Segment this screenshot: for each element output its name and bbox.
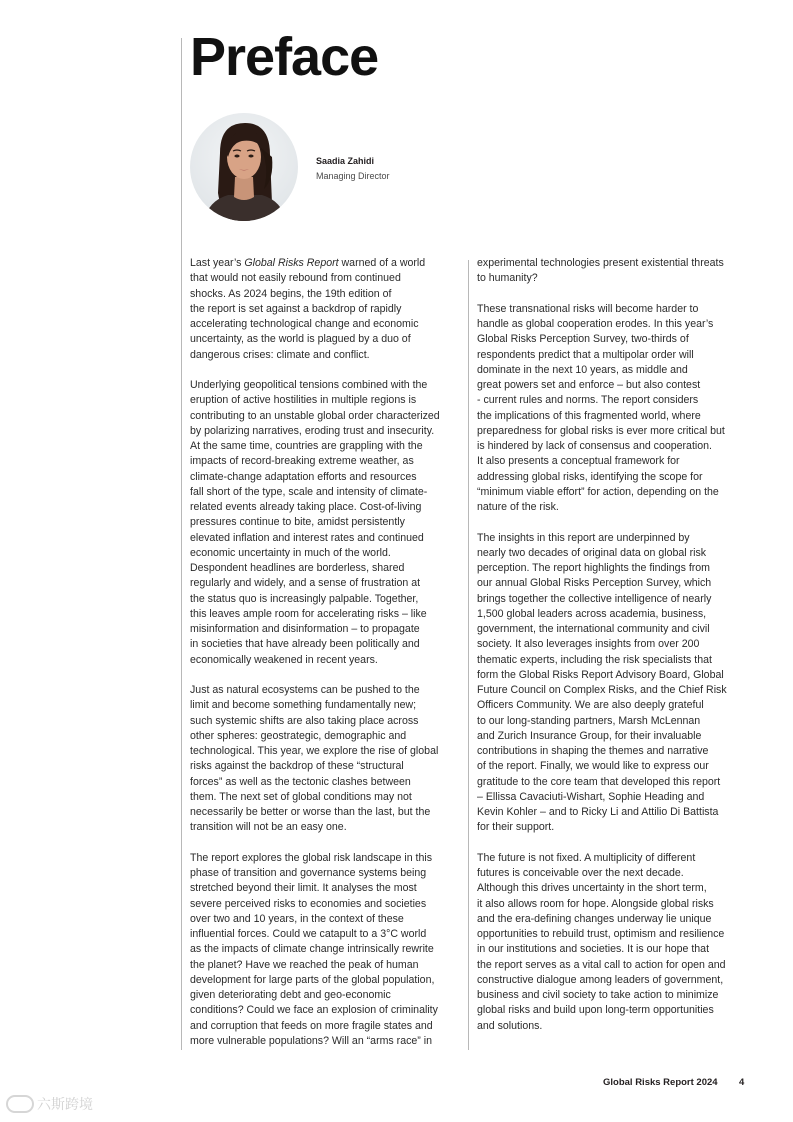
text-line: dangerous crises: climate and conflict.: [190, 348, 370, 361]
text-line: the report serves as a vital call to action for open and: [477, 958, 726, 971]
text-line: gratitude to the core team that developed this report: [477, 775, 721, 788]
text-line: in societies that have already been politically and: [190, 638, 420, 651]
left-column: [190, 256, 462, 1064]
text-line: global risks and build upon long-term opportunities: [477, 1004, 714, 1017]
text-line: the report is set against a backdrop of rapidly: [190, 302, 402, 315]
text-line: preparedness for global risks is ever more critical but: [477, 424, 725, 437]
watermark: [6, 1094, 93, 1114]
text-line: by polarizing narratives, eroding trust and insecurity.: [190, 424, 435, 437]
text-line: forces” as well as the tectonic clashes between: [190, 775, 411, 788]
text-line: in our institutions and societies. It is our hope that: [477, 943, 710, 956]
text-line: nearly two decades of original data on global risk: [477, 546, 707, 559]
text-line: shocks. As 2024 begins, the 19th edition of: [190, 287, 392, 300]
text-line: the implications of this fragmented world, where: [477, 409, 701, 422]
author-role: Managing Director: [316, 171, 390, 181]
text-line: them. The next set of global conditions may not: [190, 790, 412, 803]
text-line: Future Council on Complex Risks, and the Chief Risk: [477, 684, 727, 696]
right-paragraph-1: [477, 256, 747, 287]
text-line: Underlying geopolitical tensions combined with the: [190, 379, 428, 391]
text-line: misinformation and disinformation – to propagate: [190, 623, 420, 635]
text-line: society. It also leverages insights from over 200: [477, 638, 700, 651]
text-line: and corruption that feeds on more fragile states and: [190, 1019, 433, 1032]
portrait-photo-icon: [190, 113, 298, 221]
text-line: over two and 10 years, in the context of these: [190, 912, 404, 925]
right-paragraph-2: [477, 302, 747, 516]
text-line: business and civil society to take action to minimize: [477, 989, 719, 1001]
text-line: given deteriorating debt and geo-economic: [190, 989, 391, 1001]
text-line: “minimum viable effort” for action, depending on the: [477, 485, 719, 498]
text-line: The insights in this report are underpinned by: [477, 531, 690, 544]
text-line: the planet? Have we reached the peak of human: [190, 958, 419, 971]
text-line: of the report. Finally, we would like to express our: [477, 760, 709, 773]
column-divider-rule: [468, 260, 469, 1050]
text-line: the status quo is increasingly palpable. Together,: [190, 592, 419, 605]
text-line: The future is not fixed. A multiplicity of different: [477, 851, 696, 864]
text-line: technological. This year, we explore the rise of global: [190, 745, 439, 757]
text-line: Despondent headlines are borderless, shared: [190, 562, 405, 574]
text-line: eruption of active hostilities in multiple regions is: [190, 394, 417, 407]
text-line: related events already taking place. Cost-of-living: [190, 501, 422, 513]
text-line: addressing global risks, identifying the scope for: [477, 470, 703, 483]
report-title-italic: Global Risks Report: [244, 257, 339, 269]
text-line: influential forces. Could we catapult to a 3°C world: [190, 928, 427, 940]
text-line: necessarily be better or worse than the last, but the: [190, 806, 431, 818]
text-line: It also presents a conceptual framework for: [477, 455, 680, 468]
text-line: and solutions.: [477, 1019, 543, 1032]
text-line: stretched beyond their limit. It analyses the most: [190, 882, 417, 895]
text-line: elevated inflation and interest rates and continued: [190, 531, 424, 544]
text-line: – Ellissa Cavaciuti-Wishart, Sophie Heading and: [477, 790, 705, 803]
author-portrait: [190, 113, 298, 221]
text-line: constructive dialogue among leaders of government,: [477, 973, 724, 986]
text-line: risks against the backdrop of these “structural: [190, 760, 404, 773]
page-title: Preface: [190, 27, 379, 87]
text-line: transition will not be an easy one.: [190, 821, 347, 834]
text-line: pressures continue to bite, amidst persistently: [190, 516, 405, 529]
text-line: Global Risks Perception Survey, two-thirds of: [477, 333, 689, 346]
text-line: Although this drives uncertainty in the short term,: [477, 882, 707, 895]
text-line: The report explores the global risk landscape in this: [190, 851, 433, 864]
text-line: At the same time, countries are grappling with the: [190, 440, 423, 452]
watermark-logo-icon: [6, 1095, 34, 1113]
text-line: accelerating technological change and economic: [190, 318, 419, 330]
text-line: more vulnerable populations? Will an “arms race” in: [190, 1034, 432, 1047]
text-line: that would not easily rebound from continued: [190, 272, 401, 285]
text-line: limit and become something fundamentally new;: [190, 699, 417, 712]
text-line: contributing to an unstable global order characterized: [190, 409, 440, 422]
text-line: such systemic shifts are also taking place across: [190, 714, 419, 727]
text-line: as the impacts of climate change intrinsically rewrite: [190, 943, 434, 956]
right-paragraph-4: [477, 851, 747, 1034]
text-line: climate-change adaptation efforts and resources: [190, 470, 417, 483]
left-paragraph-4: [190, 851, 462, 1049]
text-line: These transnational risks will become harder to: [477, 302, 699, 315]
text-line: handle as global cooperation erodes. In this year’s: [477, 318, 714, 330]
author-name: Saadia Zahidi: [316, 156, 375, 166]
right-column: [477, 256, 747, 1049]
text-line: dominate in the next 10 years, as middle and: [477, 363, 688, 376]
text-line: perception. The report highlights the findings from: [477, 562, 711, 574]
left-margin-rule: [181, 38, 182, 1050]
text-line: uncertainty, as the world is plagued by a duo of: [190, 333, 411, 346]
text-line: conditions? Could we face an explosion of criminality: [190, 1004, 438, 1017]
footer-report-title: Global Risks Report 2024: [603, 1077, 718, 1088]
text-line: futures is conceivable over the next decade.: [477, 867, 684, 879]
text-line: government, the international community and civil: [477, 623, 710, 635]
text-line: to humanity?: [477, 272, 538, 285]
text-line: brings together the collective intelligence of nearly: [477, 592, 712, 605]
left-paragraph-2: [190, 378, 462, 668]
text-line: contributions in shaping the themes and narrative: [477, 745, 709, 757]
text-line: to our long-standing partners, Marsh McLennan: [477, 714, 701, 727]
text-line: form the Global Risks Report Advisory Board, Global: [477, 668, 724, 681]
text-line: Officers Community. We are also deeply grateful: [477, 699, 704, 712]
text-line: this leaves ample room for accelerating risks – like: [190, 607, 427, 620]
text-line: is hindered by lack of consensus and cooperation.: [477, 440, 712, 452]
text-line: and Zurich Insurance Group, for their invaluable: [477, 729, 702, 742]
text-line: economic uncertainty in much of the world.: [190, 546, 391, 559]
text-line: other spheres: geostrategic, demographic and: [190, 729, 407, 742]
text-line: Kevin Kohler – and to Ricky Li and Attilio Di Battista: [477, 806, 719, 818]
text-line: thematic experts, including the risk specialists that: [477, 653, 712, 666]
right-paragraph-3: [477, 531, 747, 836]
text-line: development for large parts of the global population,: [190, 973, 435, 986]
text-line: fall short of the type, scale and intensity of climate-: [190, 485, 428, 498]
text-line: it also allows room for hope. Alongside global risks: [477, 897, 714, 910]
text-line: regularly and widely, and a sense of frustration at: [190, 577, 421, 590]
text-line: severe perceived risks to economies and societies: [190, 897, 427, 910]
text-line: phase of transition and governance systems being: [190, 867, 427, 879]
left-paragraph-3: [190, 683, 462, 836]
text-line: - current rules and norms. The report considers: [477, 394, 699, 407]
text-line: for their support.: [477, 821, 555, 834]
text-line: economically weakened in recent years.: [190, 653, 378, 666]
page-number: 4: [739, 1077, 745, 1088]
text-line: impacts of record-breaking extreme weather, as: [190, 455, 414, 468]
text-line: nature of the risk.: [477, 501, 559, 513]
text-line: Last year’s Global Risks Report warned of a world: [190, 257, 426, 269]
text-line: our annual Global Risks Perception Survey, which: [477, 577, 712, 590]
text-line: opportunities to rebuild trust, optimism and resilience: [477, 928, 725, 940]
left-paragraph-1: [190, 256, 462, 363]
text-line: respondents predict that a multipolar order will: [477, 348, 694, 361]
text-line: experimental technologies present existential threats: [477, 257, 724, 269]
text-line: and the era-defining changes underway lie unique: [477, 912, 712, 925]
text-line: great powers set and enforce – but also contest: [477, 379, 701, 391]
text-line: 1,500 global leaders across academia, business,: [477, 607, 707, 620]
text-line: Just as natural ecosystems can be pushed to the: [190, 684, 420, 696]
watermark-text: 六斯跨境: [37, 1096, 93, 1112]
